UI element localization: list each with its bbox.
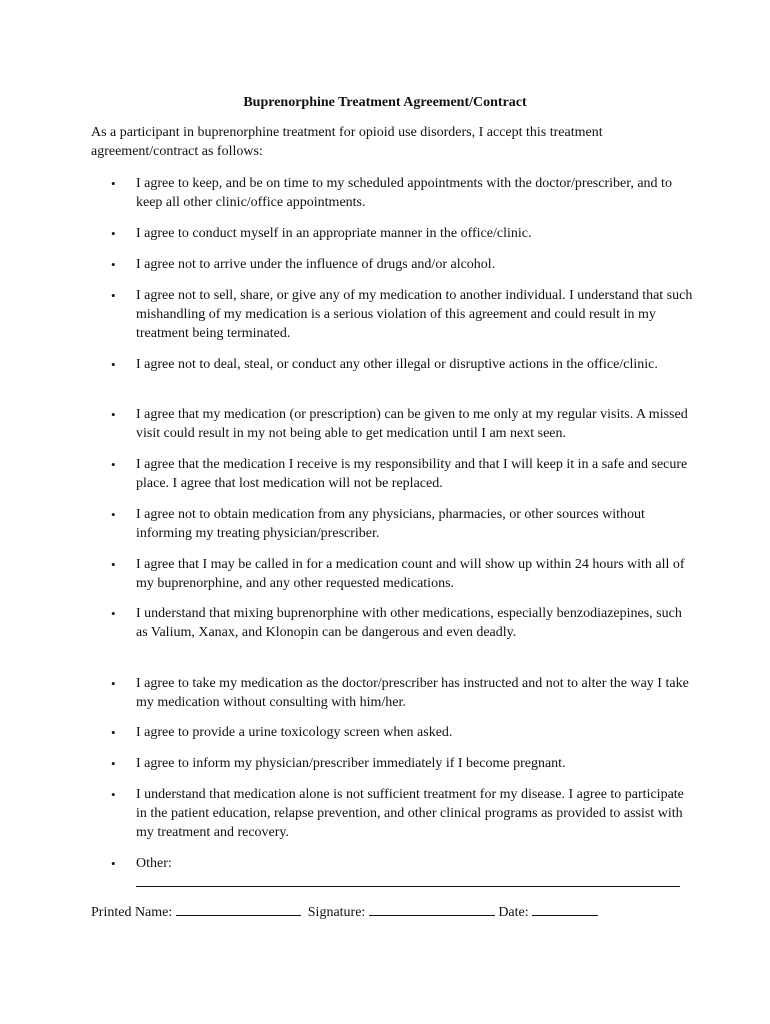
agreement-item bbox=[111, 674, 696, 712]
agreement-item-other bbox=[111, 854, 696, 873]
agreement-item bbox=[111, 174, 696, 212]
bullet-icon: • bbox=[111, 357, 116, 372]
bullet-icon: • bbox=[111, 507, 116, 522]
printed-name-label: Printed Name: bbox=[91, 905, 173, 920]
agreement-item-text: I agree not to deal, steal, or conduct any other illegal or disruptive actions in the office/clinic. bbox=[136, 357, 658, 372]
signature-row bbox=[91, 902, 691, 922]
agreement-item-text: I agree that I may be called in for a medication count and will show up within 24 hours with all of my buprenorphine, and any other requested medications. bbox=[136, 557, 685, 591]
agreement-item bbox=[111, 754, 696, 773]
agreement-item bbox=[111, 286, 696, 343]
bullet-icon: • bbox=[111, 606, 116, 621]
agreement-item bbox=[111, 505, 696, 543]
bullet-icon: • bbox=[111, 856, 116, 871]
agreement-item-text: I agree not to arrive under the influence of drugs and/or alcohol. bbox=[136, 257, 496, 272]
other-input-line[interactable] bbox=[136, 886, 680, 887]
bullet-icon: • bbox=[111, 288, 116, 303]
bullet-icon: • bbox=[111, 407, 116, 422]
agreement-item-text: I understand that mixing buprenorphine with other medications, especially benzodiazepines, such as Valium, Xanax, and Klonopin can be dangerous and even deadly. bbox=[136, 606, 682, 640]
agreement-item bbox=[111, 224, 696, 243]
agreement-item-text: I understand that medication alone is not sufficient treatment for my disease. I agree to participate in the patient education, relapse prevention, and other clinical programs as provided to assist with my treatment and recovery. bbox=[136, 787, 684, 840]
bullet-icon: • bbox=[111, 557, 116, 572]
agreement-item-text: I agree not to obtain medication from any physicians, pharmacies, or other sources without informing my treating physician/prescriber. bbox=[136, 507, 645, 541]
bullet-icon: • bbox=[111, 756, 116, 771]
bullet-icon: • bbox=[111, 226, 116, 241]
bullet-icon: • bbox=[111, 176, 116, 191]
agreement-item-text: I agree that the medication I receive is my responsibility and that I will keep it in a safe and secure place. I agree that lost medication will not be replaced. bbox=[136, 457, 688, 491]
agreement-item-text: I agree to take my medication as the doctor/prescriber has instructed and not to alter the way I take my medication without consulting with him/her. bbox=[136, 676, 689, 710]
agreement-item-text: I agree to inform my physician/prescriber immediately if I become pregnant. bbox=[136, 756, 566, 771]
agreement-item bbox=[111, 255, 696, 274]
bullet-icon: • bbox=[111, 676, 116, 691]
agreement-item bbox=[111, 355, 696, 374]
agreement-item bbox=[111, 785, 696, 842]
other-label: Other: bbox=[136, 856, 172, 871]
intro-paragraph: As a participant in buprenorphine treatment for opioid use disorders, I accept this treatment agreement/contract as follows: bbox=[91, 125, 603, 159]
agreement-item bbox=[111, 555, 696, 593]
date-label: Date: bbox=[498, 905, 529, 920]
bullet-icon: • bbox=[111, 457, 116, 472]
bullet-icon: • bbox=[111, 257, 116, 272]
date-field[interactable] bbox=[532, 902, 598, 916]
document-title: Buprenorphine Treatment Agreement/Contract bbox=[243, 95, 527, 110]
agreement-item-text: I agree to provide a urine toxicology screen when asked. bbox=[136, 725, 453, 740]
agreement-item bbox=[111, 455, 696, 493]
agreement-item-text: I agree not to sell, share, or give any of my medication to another individual. I understand that such mishandling of my medication is a serious violation of this agreement and could result in my treatment being terminated. bbox=[136, 288, 693, 341]
agreement-item-text: I agree to keep, and be on time to my scheduled appointments with the doctor/prescriber, and to keep all other clinic/office appointments. bbox=[136, 176, 672, 210]
agreement-item bbox=[111, 405, 696, 443]
bullet-icon: • bbox=[111, 725, 116, 740]
signature-field[interactable] bbox=[369, 902, 495, 916]
agreement-item bbox=[111, 604, 696, 642]
agreement-item-text: I agree that my medication (or prescription) can be given to me only at my regular visits. A missed visit could result in my not being able to get medication until I am next seen. bbox=[136, 407, 688, 441]
bullet-icon: • bbox=[111, 787, 116, 802]
signature-label: Signature: bbox=[307, 905, 366, 920]
agreement-item-text: I agree to conduct myself in an appropriate manner in the office/clinic. bbox=[136, 226, 532, 241]
agreement-item bbox=[111, 723, 696, 742]
printed-name-field[interactable] bbox=[176, 902, 301, 916]
